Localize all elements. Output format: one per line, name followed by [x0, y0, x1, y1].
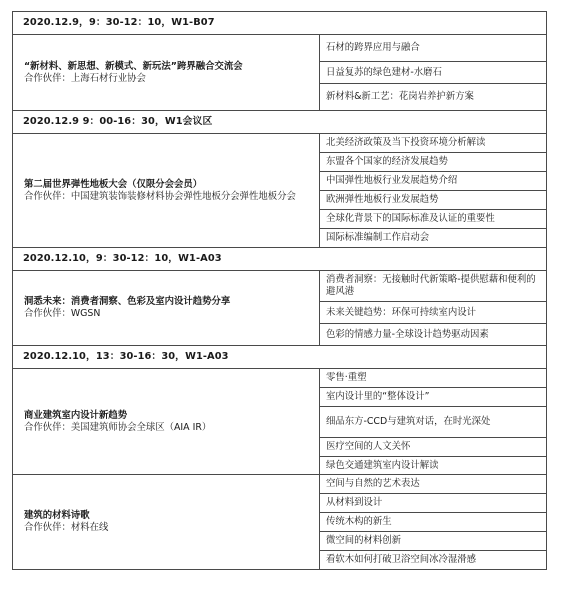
topic-item: 医疗空间的人文关怀 [320, 438, 547, 457]
topic-item: 色彩的情感力量-全球设计趋势驱动因素 [320, 324, 547, 346]
topic-item: 从材料到设计 [320, 494, 547, 513]
event-title: 第二届世界弹性地板大会（仅限分会会员） [24, 178, 203, 190]
topic-item: 新材料&新工艺：花岗岩养护新方案 [320, 84, 547, 111]
event-partner: 合作伙伴：上海石材行业协会 [24, 72, 146, 84]
session-header: 2020.12.9 9：00-16：30，W1会议区 [13, 111, 547, 134]
session-header: 2020.12.9，9：30-12：10，W1-B07 [13, 12, 547, 35]
topic-item: 绿色交通建筑室内设计解读 [320, 457, 547, 475]
topic-item: 国际标准编制工作启动会 [320, 229, 547, 248]
event-title: 商业建筑室内设计新趋势 [24, 409, 128, 421]
topic-item: 零售·重塑 [320, 369, 547, 388]
event-partner: 合作伙伴：中国建筑装饰装修材料协会弹性地板分会弹性地板分会 [24, 190, 296, 202]
topic-item: 室内设计里的“整体设计” [320, 388, 547, 407]
topic-item: 石材的跨界应用与融合 [320, 35, 547, 62]
topic-item: 日益复苏的绿色建材-水磨石 [320, 62, 547, 84]
event-partner: 合作伙伴：WGSN [24, 308, 101, 319]
event-cell [13, 134, 320, 248]
session-header: 2020.12.10，13：30-16：30，W1-A03 [13, 346, 547, 369]
event-cell [13, 475, 320, 570]
event-title: 建筑的材料诗歌 [24, 510, 90, 521]
event-partner: 合作伙伴：美国建筑师协会全球区（AIA IR） [24, 421, 212, 433]
topic-item: 未来关键趋势：环保可持续室内设计 [320, 302, 547, 324]
topic-item: 北美经济政策及当下投资环境分析解读 [320, 134, 547, 153]
schedule-table [12, 11, 547, 570]
session-header-row [13, 12, 547, 35]
event-partner: 合作伙伴：材料在线 [24, 522, 109, 533]
topic-item: 中国弹性地板行业发展趋势介绍 [320, 172, 547, 191]
topic-item: 全球化背景下的国际标准及认证的重要性 [320, 210, 547, 229]
topic-item: 微空间的材料创新 [320, 532, 547, 551]
event-cell [13, 271, 320, 346]
topic-item: 空间与自然的艺术表达 [320, 475, 547, 494]
topic-item: 欧洲弹性地板行业发展趋势 [320, 191, 547, 210]
topic-item: 消费者洞察：无接触时代新策略-提供慰藉和便利的避风港 [320, 271, 547, 302]
topic-item: 看软木如何打破卫浴空间冰冷湿滑感 [320, 551, 547, 570]
session-header: 2020.12.10，9：30-12：10，W1-A03 [13, 248, 547, 271]
event-title: 洞悉未来：消费者洞察、色彩及室内设计趋势分享 [24, 296, 231, 307]
event-title: “新材料、新思想、新模式、新玩法”跨界融合交流会 [24, 60, 243, 72]
event-cell [13, 369, 320, 475]
topic-item: 东盟各个国家的经济发展趋势 [320, 153, 547, 172]
topic-item: 传统木构的新生 [320, 513, 547, 532]
event-cell [13, 35, 320, 111]
schedule-page [12, 11, 546, 570]
topic-item: 细品东方-CCD与建筑对话，在时光深处 [320, 407, 547, 438]
